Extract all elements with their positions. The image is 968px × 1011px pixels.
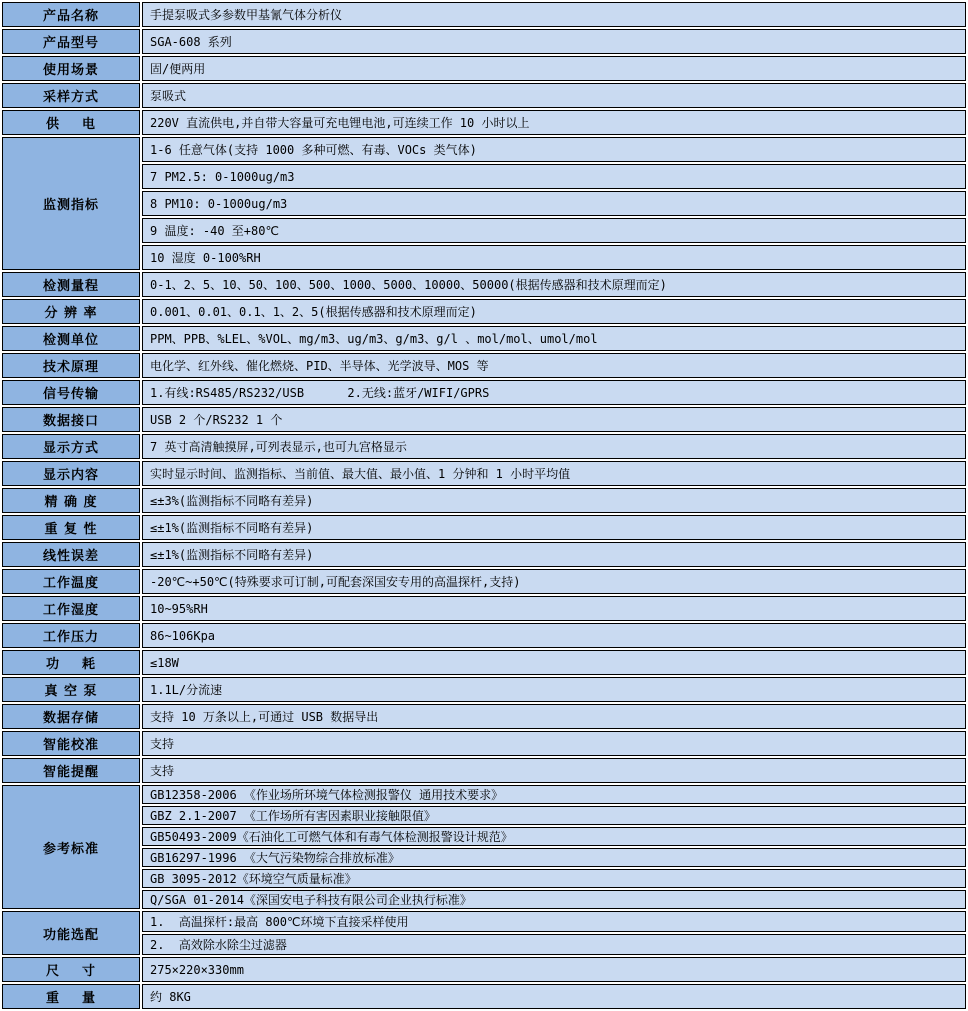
- spec-value: 7 英寸高清触摸屏,可列表显示,也可九宫格显示: [142, 434, 966, 459]
- spec-label: 产品名称: [2, 2, 140, 27]
- table-row: [2, 542, 966, 567]
- spec-value: 泵吸式: [142, 83, 966, 108]
- table-row: [2, 434, 966, 459]
- spec-label: 参考标准: [2, 785, 140, 909]
- table-row: [2, 623, 966, 648]
- spec-label: 采样方式: [2, 83, 140, 108]
- spec-value: 实时显示时间、监测指标、当前值、最大值、最小值、1 分钟和 1 小时平均值: [142, 461, 966, 486]
- spec-label: 技术原理: [2, 353, 140, 378]
- spec-value: Q/SGA 01-2014《深国安电子科技有限公司企业执行标准》: [142, 890, 966, 909]
- spec-value: 9 温度: -40 至+80℃: [142, 218, 966, 243]
- spec-value: 手提泵吸式多参数甲基氰气体分析仪: [142, 2, 966, 27]
- spec-value: 7 PM2.5: 0-1000ug/m3: [142, 164, 966, 189]
- table-row: [2, 137, 966, 162]
- spec-value: 支持: [142, 731, 966, 756]
- spec-value: 支持 10 万条以上,可通过 USB 数据导出: [142, 704, 966, 729]
- spec-label: 分 辨 率: [2, 299, 140, 324]
- table-row: [2, 650, 966, 675]
- table-row: [2, 299, 966, 324]
- spec-label: 产品型号: [2, 29, 140, 54]
- spec-value: 2. 高效除水除尘过滤器: [142, 934, 966, 955]
- table-row: [2, 272, 966, 297]
- table-row: [2, 569, 966, 594]
- spec-label: 重 复 性: [2, 515, 140, 540]
- spec-value: ≤18W: [142, 650, 966, 675]
- table-row: [2, 596, 966, 621]
- spec-value: GB 3095-2012《环境空气质量标准》: [142, 869, 966, 888]
- table-row: [2, 704, 966, 729]
- table-row: [2, 848, 966, 867]
- spec-value: 0.001、0.01、0.1、1、2、5(根据传感器和技术原理而定): [142, 299, 966, 324]
- table-row: [2, 191, 966, 216]
- spec-label: 显示内容: [2, 461, 140, 486]
- spec-value: 8 PM10: 0-1000ug/m3: [142, 191, 966, 216]
- table-row: [2, 677, 966, 702]
- table-row: [2, 911, 966, 932]
- spec-value: ≤±3%(监测指标不同略有差异): [142, 488, 966, 513]
- spec-value: 275×220×330mm: [142, 957, 966, 982]
- spec-value: USB 2 个/RS232 1 个: [142, 407, 966, 432]
- spec-label: 数据存储: [2, 704, 140, 729]
- spec-label: 使用场景: [2, 56, 140, 81]
- table-row: [2, 869, 966, 888]
- spec-label: 检测单位: [2, 326, 140, 351]
- spec-value: 固/便两用: [142, 56, 966, 81]
- table-row: [2, 29, 966, 54]
- spec-label: 工作压力: [2, 623, 140, 648]
- table-row: [2, 56, 966, 81]
- spec-label: 功能选配: [2, 911, 140, 955]
- table-row: [2, 2, 966, 27]
- table-row: [2, 407, 966, 432]
- spec-label: 真 空 泵: [2, 677, 140, 702]
- spec-label: 功 耗: [2, 650, 140, 675]
- table-row: [2, 380, 966, 405]
- table-row: [2, 827, 966, 846]
- spec-value: GB12358-2006 《作业场所环境气体检测报警仪 通用技术要求》: [142, 785, 966, 804]
- table-row: [2, 984, 966, 1009]
- table-row: [2, 461, 966, 486]
- table-row: [2, 353, 966, 378]
- spec-value: PPM、PPB、%LEL、%VOL、mg/m3、ug/m3、g/m3、g/l 、mol/mol、umol/mol: [142, 326, 966, 351]
- spec-label: 监测指标: [2, 137, 140, 270]
- table-row: [2, 245, 966, 270]
- table-row: [2, 83, 966, 108]
- spec-value: 约 8KG: [142, 984, 966, 1009]
- spec-value: GB16297-1996 《大气污染物综合排放标准》: [142, 848, 966, 867]
- table-row: [2, 785, 966, 804]
- table-row: [2, 164, 966, 189]
- spec-value: SGA-608 系列: [142, 29, 966, 54]
- spec-label: 信号传输: [2, 380, 140, 405]
- spec-table-body: [2, 2, 966, 1009]
- table-row: [2, 731, 966, 756]
- spec-label: 检测量程: [2, 272, 140, 297]
- spec-value: 86~106Kpa: [142, 623, 966, 648]
- spec-value: -20℃~+50℃(特殊要求可订制,可配套深国安专用的高温探杆,支持): [142, 569, 966, 594]
- spec-value: ≤±1%(监测指标不同略有差异): [142, 542, 966, 567]
- spec-value: 220V 直流供电,并自带大容量可充电锂电池,可连续工作 10 小时以上: [142, 110, 966, 135]
- table-row: [2, 110, 966, 135]
- table-row: [2, 957, 966, 982]
- spec-value: 1.有线:RS485/RS232/USB 2.无线:蓝牙/WIFI/GPRS: [142, 380, 966, 405]
- table-row: [2, 326, 966, 351]
- spec-value: ≤±1%(监测指标不同略有差异): [142, 515, 966, 540]
- spec-label: 智能提醒: [2, 758, 140, 783]
- table-row: [2, 934, 966, 955]
- spec-label: 显示方式: [2, 434, 140, 459]
- spec-label: 尺 寸: [2, 957, 140, 982]
- spec-value: GBZ 2.1-2007 《工作场所有害因素职业接触限值》: [142, 806, 966, 825]
- table-row: [2, 806, 966, 825]
- table-row: [2, 218, 966, 243]
- spec-label: 智能校准: [2, 731, 140, 756]
- spec-value: GB50493-2009《石油化工可燃气体和有毒气体检测报警设计规范》: [142, 827, 966, 846]
- table-row: [2, 758, 966, 783]
- spec-label: 供 电: [2, 110, 140, 135]
- spec-label: 工作湿度: [2, 596, 140, 621]
- table-row: [2, 515, 966, 540]
- table-row: [2, 488, 966, 513]
- spec-value: 10~95%RH: [142, 596, 966, 621]
- spec-label: 精 确 度: [2, 488, 140, 513]
- spec-value: 10 湿度 0-100%RH: [142, 245, 966, 270]
- spec-label: 线性误差: [2, 542, 140, 567]
- spec-label: 重 量: [2, 984, 140, 1009]
- spec-label: 数据接口: [2, 407, 140, 432]
- spec-value: 1. 高温探杆:最高 800℃环境下直接采样使用: [142, 911, 966, 932]
- spec-value: 1-6 任意气体(支持 1000 多种可燃、有毒、VOCs 类气体): [142, 137, 966, 162]
- spec-value: 电化学、红外线、催化燃烧、PID、半导体、光学波导、MOS 等: [142, 353, 966, 378]
- table-row: [2, 890, 966, 909]
- spec-value: 0-1、2、5、10、50、100、500、1000、5000、10000、50000(根据传感器和技术原理而定): [142, 272, 966, 297]
- spec-label: 工作温度: [2, 569, 140, 594]
- spec-value: 1.1L/分流速: [142, 677, 966, 702]
- spec-value: 支持: [142, 758, 966, 783]
